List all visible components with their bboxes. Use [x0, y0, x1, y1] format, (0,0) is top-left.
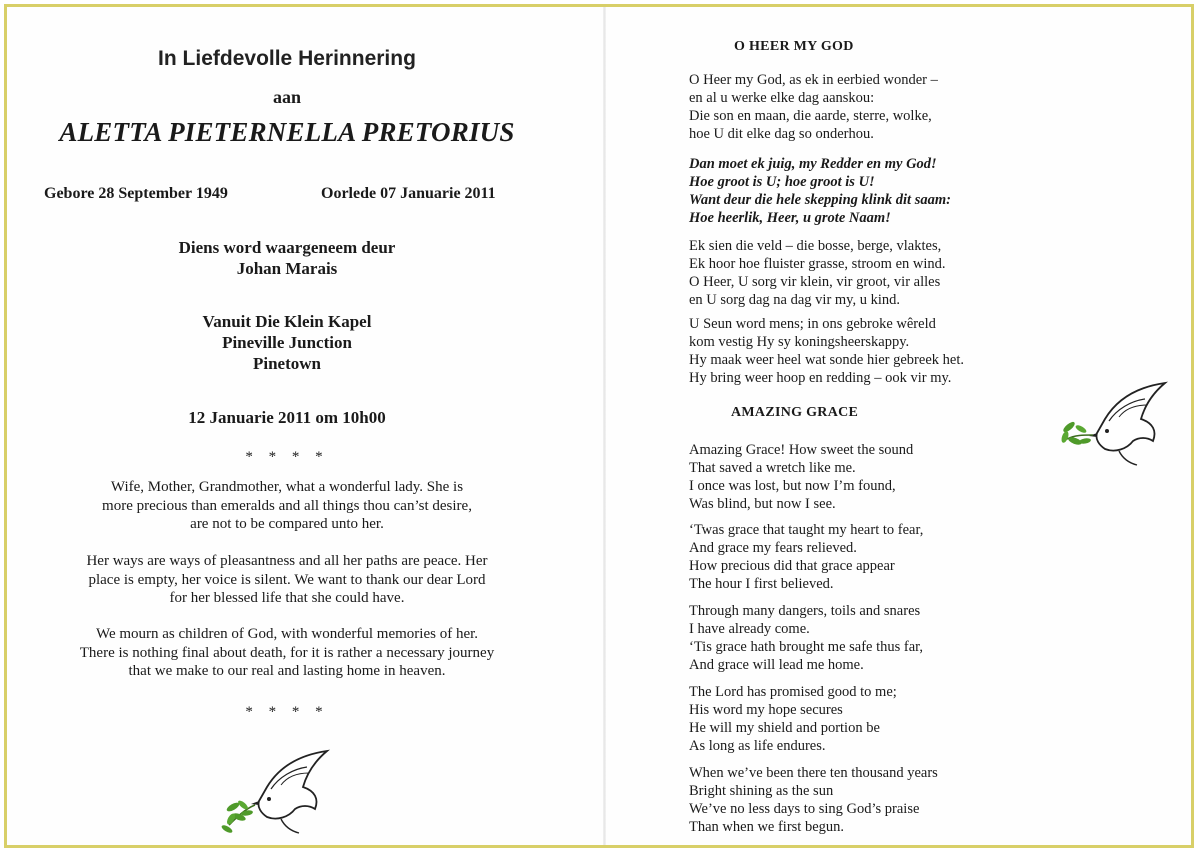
tribute-paragraph-3	[27, 625, 547, 681]
lyric-line: en U sorg dag na dag vir my, u kind.	[689, 292, 901, 308]
lyric-line: O Heer my God, as ek in eerbied wonder –	[689, 72, 938, 88]
memorial-card	[4, 4, 1194, 848]
lyric-line: O Heer, U sorg vir klein, vir groot, vir alles	[689, 274, 941, 290]
song1-stanza-1	[689, 71, 938, 143]
center-fold	[603, 7, 606, 845]
lyric-line: Was blind, but now I see.	[689, 496, 836, 512]
lyric-line: Die son en maan, die aarde, sterre, wolke,	[689, 108, 932, 124]
paragraph-line: Her ways are ways of pleasantness and all her paths are peace. Her	[86, 553, 488, 569]
paragraph-line: more precious than emeralds and all things thou can’st desire,	[102, 497, 472, 514]
song2-stanza-3	[689, 602, 923, 674]
service-line-2: Johan Marais	[236, 259, 338, 278]
venue-line-2: Pineville Junction	[222, 333, 352, 352]
lyric-line: And grace my fears relieved.	[689, 540, 857, 556]
deceased-name: ALETTA PIETERNELLA PRETORIUS	[59, 117, 515, 147]
song2-stanza-1	[689, 441, 913, 513]
lyric-line: hoe U dit elke dag so onderhou.	[689, 126, 874, 142]
lyric-line: I once was lost, but now I’m found,	[689, 478, 896, 494]
tribute-paragraph-1	[27, 478, 547, 534]
paragraph-line: place is empty, her voice is silent. We want to thank our dear Lord	[88, 571, 486, 588]
separator-bottom: * * * *	[245, 704, 329, 720]
lyric-line: Through many dangers, toils and snares	[689, 603, 921, 619]
service-officiant	[27, 237, 547, 279]
lyric-line: The Lord has promised good to me;	[689, 684, 897, 700]
lyric-line: ‘Tis grace hath brought me safe thus far,	[689, 639, 924, 655]
song2-stanza-5	[689, 764, 938, 836]
lyric-line: Bright shining as the sun	[689, 783, 834, 799]
lyric-line: Ek hoor hoe fluister grasse, stroom en wind.	[689, 256, 946, 272]
venue-line-3: Pinetown	[253, 354, 321, 373]
lyric-line: We’ve no less days to sing God’s praise	[689, 801, 920, 817]
lyric-line: When we’ve been there ten thousand years	[689, 765, 938, 781]
lyric-line: His word my hope secures	[689, 702, 843, 718]
lyric-line: Hy bring weer hoop en redding – ook vir my.	[689, 370, 952, 386]
lyric-line: en al u werke elke dag aanskou:	[689, 90, 875, 106]
song2-stanza-2	[689, 521, 923, 593]
lyric-line: Dan moet ek juig, my Redder en my God!	[689, 156, 937, 172]
lyric-line: The hour I first believed.	[689, 576, 834, 592]
lyric-line: I have already come.	[689, 621, 810, 637]
memorial-heading: In Liefdevolle Herinnering	[158, 47, 416, 70]
venue-line-1: Vanuit Die Klein Kapel	[202, 312, 372, 331]
service-date-time: 12 Januarie 2011 om 10h00	[188, 408, 386, 427]
paragraph-line: for her blessed life that she could have.	[169, 590, 405, 606]
service-line-1: Diens word waargeneem deur	[178, 238, 396, 257]
separator-top: * * * *	[245, 449, 329, 465]
song-title-o-heer-my-god: O HEER MY GOD	[734, 39, 854, 54]
death-date: Oorlede 07 Januarie 2011	[321, 185, 496, 202]
lyric-line: U Seun word mens; in ons gebroke wêreld	[689, 316, 936, 332]
aan-text: aan	[272, 87, 301, 107]
lyric-line: Hoe groot is U; hoe groot is U!	[689, 174, 875, 190]
birth-date: Gebore 28 September 1949	[44, 185, 228, 202]
paragraph-line: We mourn as children of God, with wonderful memories of her.	[95, 626, 479, 642]
lyric-line: And grace will lead me home.	[689, 657, 864, 673]
lyric-line: Hoe heerlik, Heer, u grote Naam!	[689, 210, 891, 226]
tribute-paragraph-2	[27, 552, 547, 608]
lyric-line: How precious did that grace appear	[689, 558, 895, 574]
lyric-line: kom vestig Hy sy koningsheerskappy.	[689, 334, 910, 350]
song1-stanza-2	[689, 237, 946, 309]
song1-chorus	[689, 155, 951, 227]
paragraph-line: There is nothing final about death, for it is rather a necessary journey	[79, 644, 495, 661]
song1-stanza-3	[689, 315, 964, 387]
lyric-line: That saved a wretch like me.	[689, 460, 856, 476]
lyric-line: ‘Twas grace that taught my heart to fear,	[689, 522, 924, 538]
song2-stanza-4	[689, 683, 897, 755]
lyric-line: As long as life endures.	[689, 738, 826, 754]
dove-with-olive-branch-icon	[219, 747, 339, 837]
lyric-line: Hy maak weer heel wat sonde hier gebreek het.	[689, 352, 964, 368]
lyric-line: Than when we first begun.	[689, 819, 845, 835]
song-title-amazing-grace: AMAZING GRACE	[731, 405, 859, 420]
lyric-line: Amazing Grace! How sweet the sound	[689, 442, 914, 458]
lyric-line: Ek sien die veld – die bosse, berge, vlaktes,	[689, 238, 942, 254]
paragraph-line: are not to be compared unto her.	[190, 516, 384, 532]
paragraph-line: that we make to our real and lasting home in heaven.	[128, 663, 446, 679]
paragraph-line: Wife, Mother, Grandmother, what a wonderful lady. She is	[110, 479, 464, 495]
service-venue	[27, 311, 547, 374]
dove-with-olive-branch-icon	[1057, 379, 1177, 469]
lyric-line: Want deur die hele skepping klink dit saam:	[689, 192, 951, 208]
lyric-line: He will my shield and portion be	[689, 720, 880, 736]
